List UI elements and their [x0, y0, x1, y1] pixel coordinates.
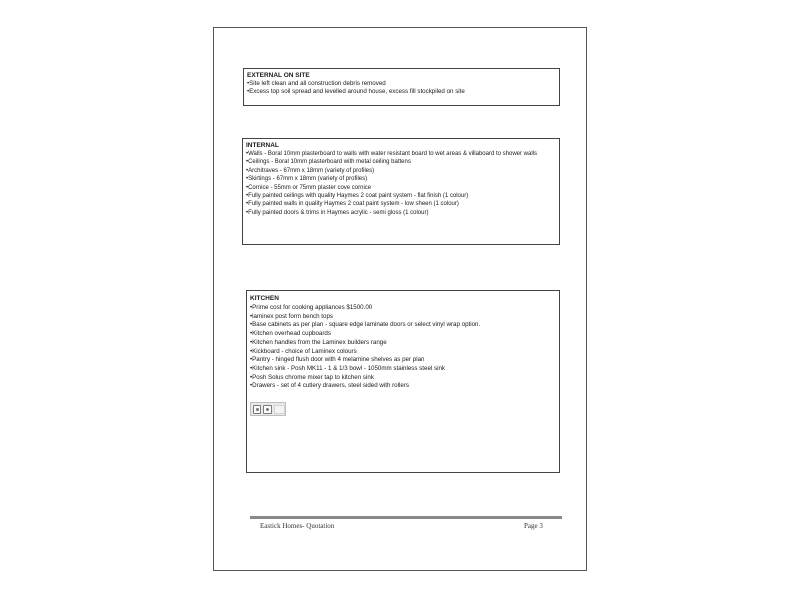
list-item: •Pantry - hinged flush door with 4 melamine shelves as per plan: [250, 356, 425, 364]
list-item: •Base cabinets as per plan - square edge laminate doors or select vinyl wrap option.: [250, 321, 481, 329]
internal-section: [242, 138, 560, 245]
list-item: •Kitchen overhead cupboards: [250, 330, 331, 338]
sink-bowl: [253, 405, 261, 414]
footer-divider: [250, 516, 562, 519]
section-title: EXTERNAL ON SITE: [247, 72, 310, 79]
list-item: •Site left clean and all construction debris removed: [247, 80, 386, 87]
list-item: •Kickboard - choice of Laminex colours: [250, 347, 357, 355]
list-item: •Architraves - 67mm x 18mm (variety of profiles): [246, 167, 375, 174]
list-item: •Skirtings - 67mm x 18mm (variety of profiles): [246, 176, 368, 183]
list-item: •Ceilings - Boral 10mm plasterboard with metal ceiling battens: [246, 159, 411, 166]
section-title: KITCHEN: [250, 295, 279, 302]
list-item: •Cornice - 55mm or 75mm plaster cove cornice: [246, 184, 372, 191]
external-on-site-section: [243, 68, 560, 106]
list-item: •Kitchen handles from the Laminex builders range: [250, 338, 387, 346]
footer-title: Eastick Homes- Quotation: [260, 522, 335, 530]
section-items: [247, 80, 555, 96]
list-item: •Posh Solus chrome mixer tap to kitchen sink: [250, 373, 374, 381]
list-item: •laminex post form bench tops: [250, 312, 333, 320]
section-title: INTERNAL: [246, 142, 279, 149]
section-items: [246, 150, 553, 217]
list-item: •Fully painted doors & trims in Haymes acrylic - semi gloss (1 colour): [246, 209, 429, 216]
kitchen-section: [246, 290, 560, 473]
sink-drainer: [274, 405, 285, 414]
list-item: •Walls - Boral 10mm plasterboard to walls with water resistant board to wet areas & villaboard to shower walls: [246, 151, 537, 157]
list-item: •Drawers - set of 4 cutlery drawers, steel sided with rollers: [250, 382, 409, 390]
list-item: •Fully painted ceilings with quality Haymes 2 coat paint system - flat finish (1 colour): [246, 193, 469, 200]
list-item: •Excess top soil spread and levelled around house, excess fill stockpiled on site: [247, 88, 465, 95]
list-item: •Kitchen sink - Posh MK11 - 1 & 1/3 bowl - 1050mm stainless steel sink: [250, 364, 445, 372]
sink-bowl: [263, 405, 271, 414]
document-page: [213, 27, 587, 571]
kitchen-sink-icon: [250, 402, 286, 416]
page-number: Page 3: [524, 522, 543, 530]
list-item: •Prime cost for cooking appliances $1500.00: [250, 304, 373, 311]
section-items: [250, 304, 555, 391]
list-item: •Fully painted walls in quality Haymes 2 coat paint system - low sheen (1 colour): [246, 201, 459, 208]
